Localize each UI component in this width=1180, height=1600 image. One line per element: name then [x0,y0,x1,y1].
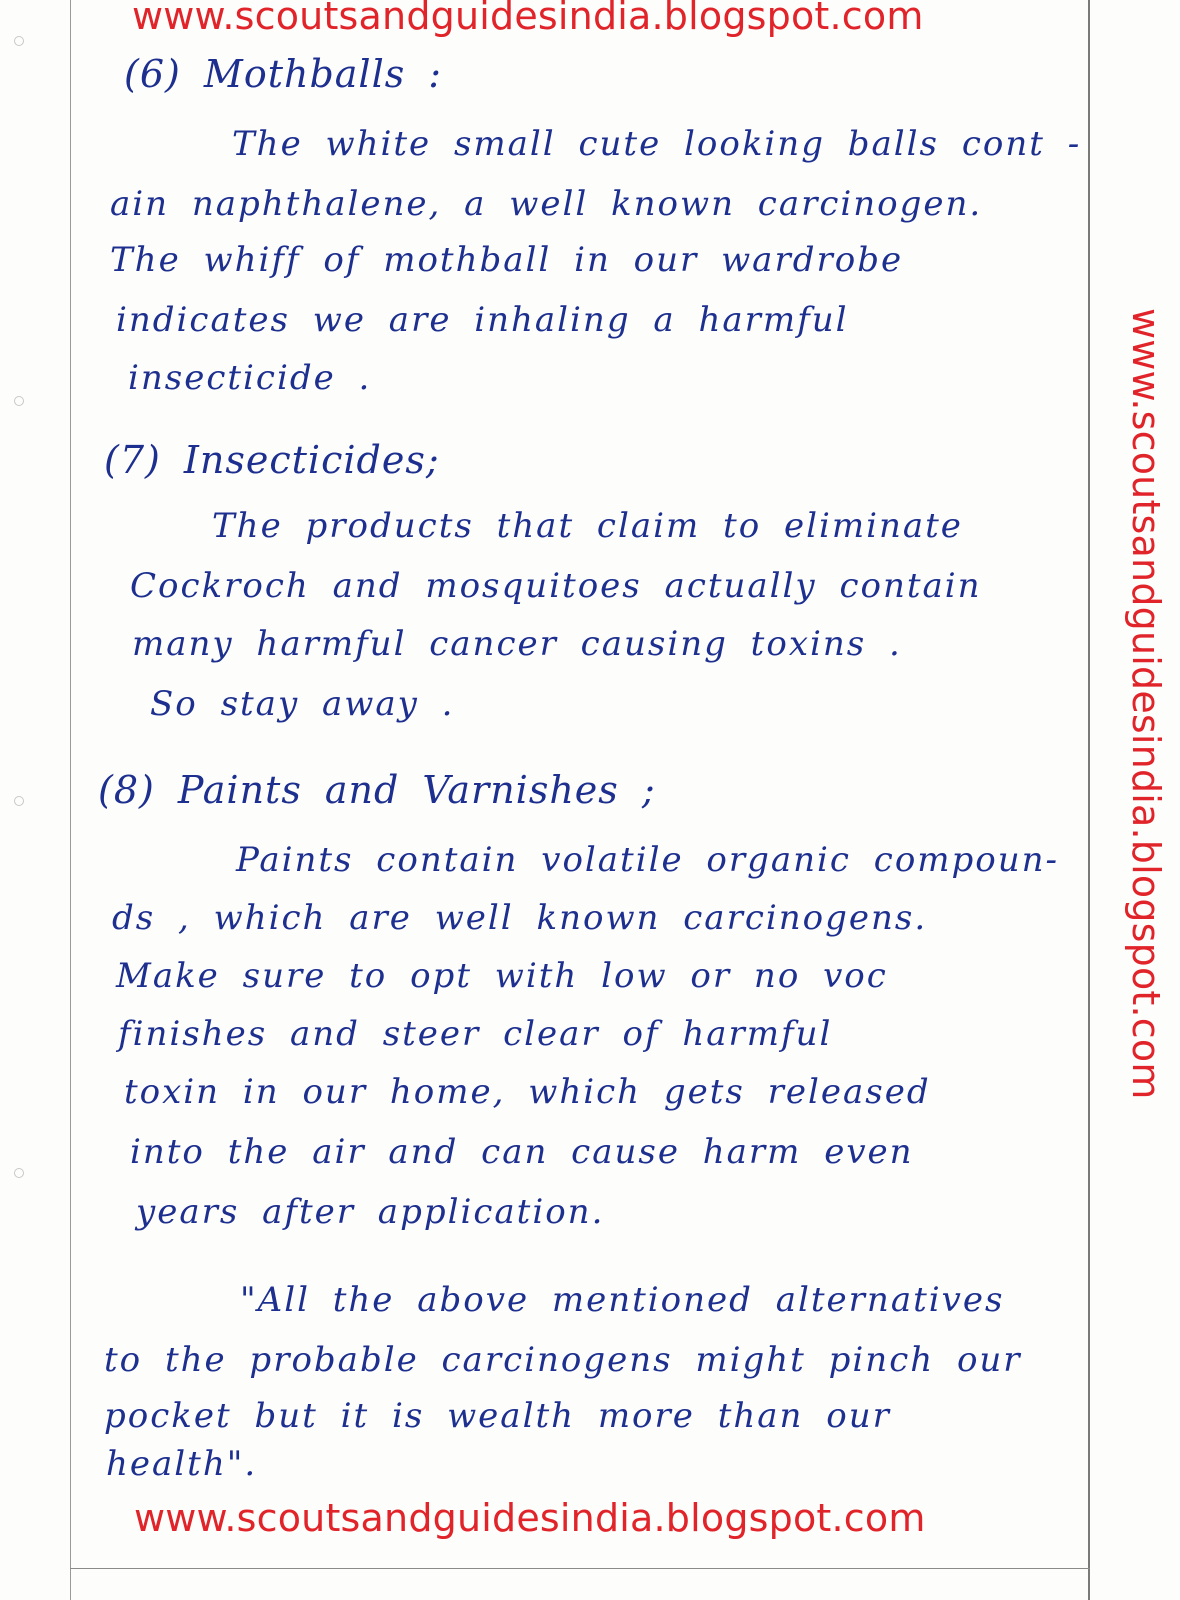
binder-hole-mark [14,796,24,806]
text-line: years after application. [136,1192,605,1232]
text-line: into the air and can cause harm even [130,1132,914,1172]
closing-quote-line: to the probable carcinogens might pinch our [104,1340,1022,1380]
binder-hole-mark [14,36,24,46]
text-line: indicates we are inhaling a harmful [116,300,849,340]
text-line: finishes and steer clear of harmful [118,1014,833,1054]
text-line: The white small cute looking balls cont - [232,124,1082,164]
closing-quote-line: health". [106,1444,258,1484]
page-bottom-line [70,1568,1090,1569]
text-line: Paints contain volatile organic compoun- [236,840,1060,880]
section-heading-mothballs: (6) Mothballs : [124,52,443,96]
closing-quote-line: "All the above mentioned alternatives [240,1280,1005,1320]
watermark-top: www.scoutsandguidesindia.blogspot.com [132,0,924,38]
closing-quote-line: pocket but it is wealth more than our [104,1396,891,1436]
page-left-margin-line [70,0,71,1600]
text-line: Cockroch and mosquitoes actually contain [130,566,982,606]
section-heading-paints-varnishes: (8) Paints and Varnishes ; [98,768,656,812]
text-line: insecticide . [128,358,372,398]
watermark-bottom: www.scoutsandguidesindia.blogspot.com [134,1496,926,1540]
text-line: toxin in our home, which gets released [124,1072,931,1112]
watermark-side: www.scoutsandguidesindia.blogspot.com [1124,308,1168,1100]
text-line: ain naphthalene, a well known carcinogen. [110,184,983,224]
binder-hole-mark [14,1168,24,1178]
text-line: The whiff of mothball in our wardrobe [110,240,904,280]
text-line: many harmful cancer causing toxins . [132,624,902,664]
text-line: Make sure to opt with low or no voc [116,956,888,996]
text-line: The products that claim to eliminate [212,506,963,546]
binder-hole-mark [14,396,24,406]
page-right-margin-line [1088,0,1090,1600]
section-heading-insecticides: (7) Insecticides; [104,438,440,482]
text-line: So stay away . [150,684,455,724]
text-line: ds , which are well known carcinogens. [112,898,928,938]
